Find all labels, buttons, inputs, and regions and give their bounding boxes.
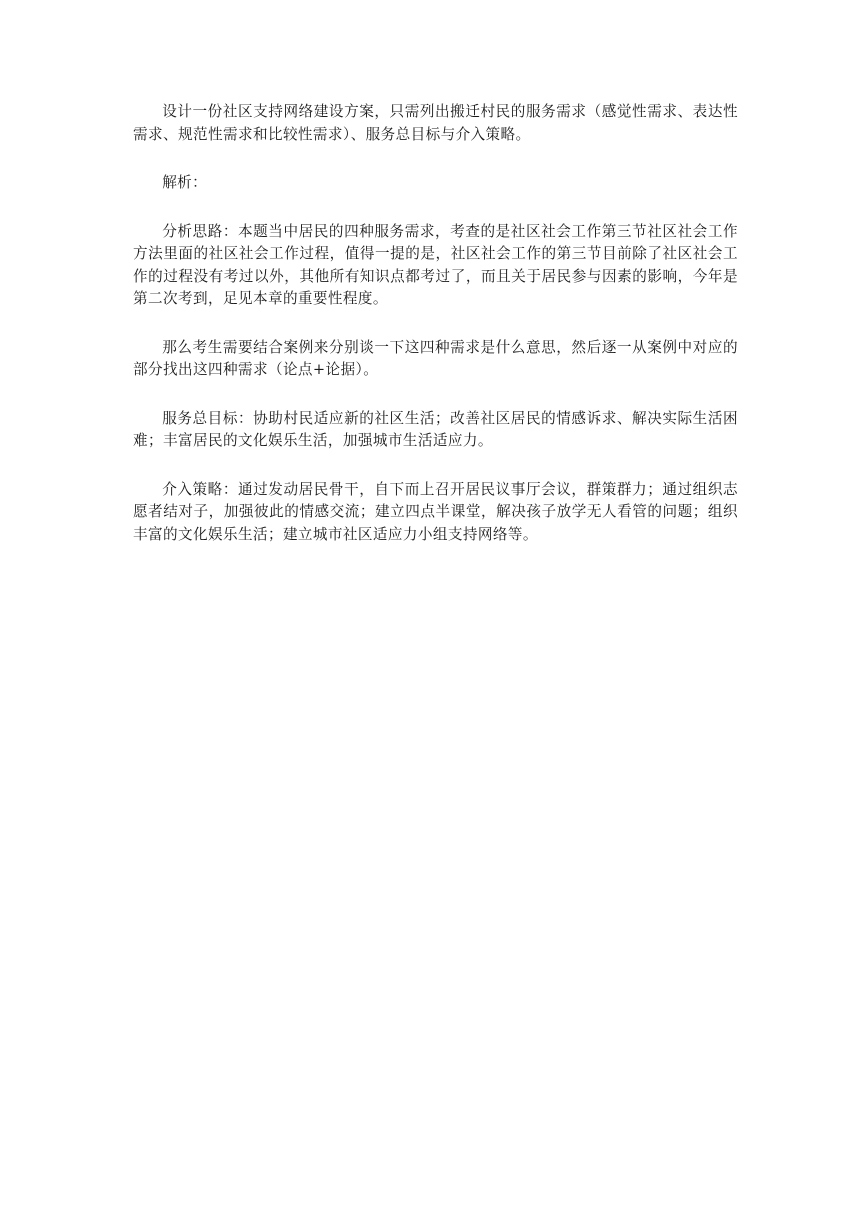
question-paragraph: 设计一份社区支持网络建设方案，只需列出搬迁村民的服务需求（感觉性需求、表达性需求、规范性需求和比较性需求）、服务总目标与介入策略。 [133, 103, 738, 143]
four-needs-paragraph: 那么考生需要结合案例来分别谈一下这四种需求是什么意思，然后逐一从案例中对应的部分找出这四种需求（论点+论据）。 [133, 338, 738, 378]
intervention-strategy-paragraph: 介入策略：通过发动居民骨干，自下而上召开居民议事厅会议，群策群力；通过组织志愿者结对子，加强彼此的情感交流；建立四点半课堂，解决孩子放学无人看管的问题；组织丰富的文化娱乐生活；建立城市社区适应力小组支持网络等。 [133, 480, 738, 543]
analysis-approach-paragraph: 分析思路：本题当中居民的四种服务需求，考查的是社区社会工作第三节社区社会工作方法里面的社区社会工作过程，值得一提的是，社区社会工作的第三节目前除了社区社会工作的过程没有考过以外，其他所有知识点都考过了，而且关于居民参与因素的影响，今年是第二次考到，足见本章的重要性程度。 [133, 222, 738, 307]
document-body [133, 101, 738, 572]
service-goal-paragraph: 服务总目标：协助村民适应新的社区生活；改善社区居民的情感诉求、解决实际生活困难；丰富居民的文化娱乐生活，加强城市生活适应力。 [133, 409, 738, 449]
analysis-heading: 解析： [162, 174, 208, 191]
